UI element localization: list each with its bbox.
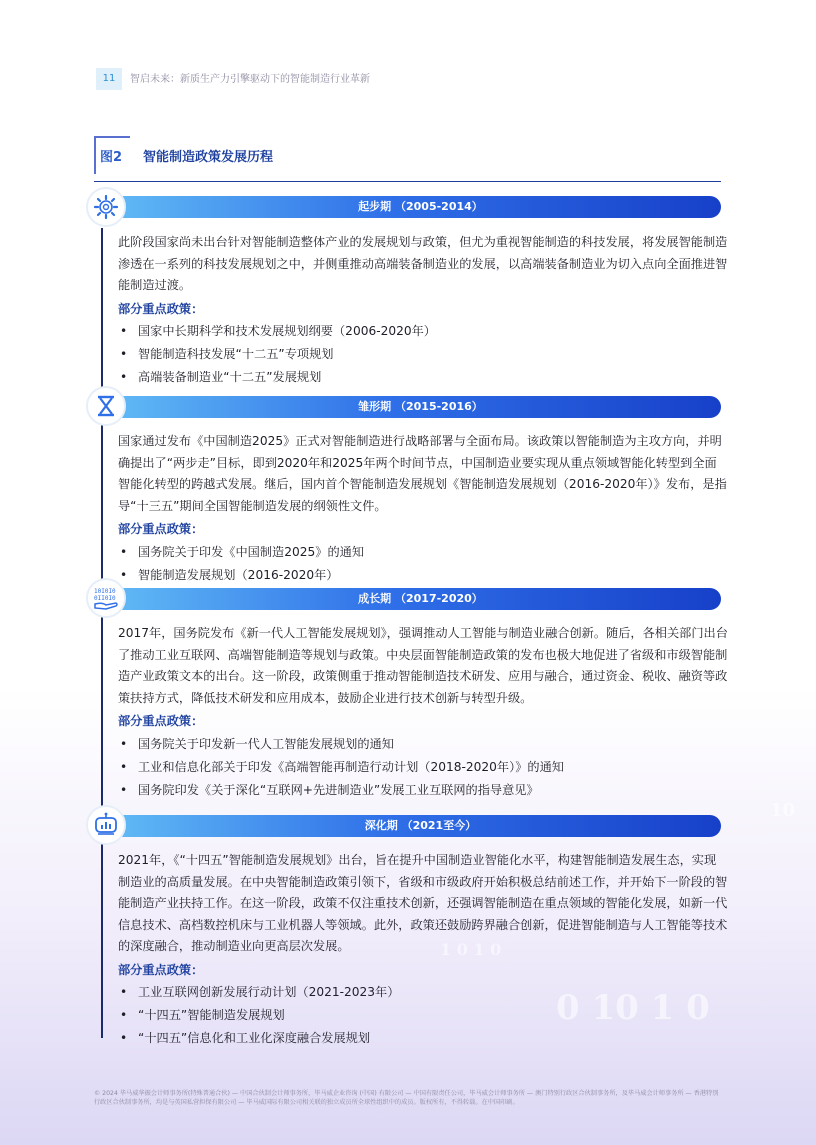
policy-item: • 国家中长期科学和技术发展规划纲要（2006-2020年） — [118, 320, 728, 343]
policy-heading: 部分重点政策： — [118, 714, 204, 728]
stage-section-growth — [118, 623, 728, 802]
stage-section-prototype — [118, 431, 728, 587]
policy-item: • 国务院关于印发新一代人工智能发展规划的通知 — [118, 733, 728, 756]
background-binary-digits: 0 10 1 0 — [556, 988, 710, 1028]
policy-item: • “十四五”信息化和工业化深度融合发展规划 — [118, 1027, 728, 1050]
background-binary-digits-small: 10 — [770, 800, 796, 821]
figure-label: 图2 — [100, 150, 123, 165]
policy-heading: 部分重点政策： — [118, 301, 204, 316]
stage-bar-startup: 起步期 （2005-2014） — [120, 196, 721, 218]
policy-item: • 智能制造科技发展“十二五”专项规划 — [118, 343, 728, 366]
stage-paragraph: 2017年，国务院发布《新一代人工智能发展规划》，强调推动人工智能与制造业融合创新。随后，各相关部门出台了推动工业互联网、高端智能制造等规划与政策。中央层面智能制造政策的发布也极大地促进了省级和市级智能制造产业政策文本的出台。这一阶段，政策侧重于推动智能制造技术研发、应用与融合，通过资金、税收、融资等政策扶持方式，降低技术研发和应用成本，鼓励企业进行技术创新与转型升级。 — [118, 626, 728, 705]
background-binary-digits-mid: 1 0 1 0 — [440, 940, 502, 959]
page-number: 11 — [96, 68, 122, 90]
svg-text:10I0I0: 10I0I0 — [94, 588, 116, 595]
gear-icon — [86, 187, 126, 227]
hourglass-icon — [86, 386, 126, 426]
policy-item: • “十四五”智能制造发展规划 — [118, 1004, 728, 1027]
binary-hand-icon — [86, 578, 126, 618]
policy-heading: 部分重点政策： — [118, 522, 204, 536]
svg-text:0II0I0: 0II0I0 — [94, 595, 116, 602]
robot-chart-icon — [86, 805, 126, 845]
stage-paragraph: 此阶段国家尚未出台针对智能制造整体产业的发展规划与政策，但尤为重视智能制造的科技发展，将发展智能制造渗透在一系列的科技发展规划之中，并侧重推动高端装备制造业的发展，以高端装备制造业为切入点向全面推进智能制造过渡。 — [118, 235, 728, 292]
timeline-line — [101, 228, 103, 1038]
policy-item: • 智能制造发展规划（2016-2020年） — [118, 564, 728, 587]
figure-title: 智能制造政策发展历程 — [143, 150, 274, 165]
stage-bar-deepening: 深化期 （2021至今） — [120, 815, 721, 837]
running-title: 智启未来：新质生产力引擎驱动下的智能制造行业革新 — [130, 74, 370, 85]
policy-item: • 国务院印发《关于深化“互联网+先进制造业”发展工业互联网的指导意见》 — [118, 779, 728, 802]
stage-section-deepening — [118, 850, 728, 1050]
stage-bar-growth: 成长期 （2017-2020） — [120, 588, 721, 610]
policy-heading: 部分重点政策： — [118, 962, 204, 977]
policy-list — [118, 320, 728, 389]
policy-list — [118, 733, 728, 802]
stage-section-startup — [118, 232, 728, 389]
policy-list — [118, 541, 728, 587]
policy-item: • 高端装备制造业“十二五”发展规划 — [118, 366, 728, 389]
copyright-footer: © 2024 毕马威华振会计师事务所(特殊普通合伙) — 中国合伙制会计师事务所，毕马威企业咨询 (中国) 有限公司 — 中国有限责任公司，毕马威会计师事务所 — 澳门特别行政区合伙制事务所，及毕马威会计师事务所 — 香港特别行政区合伙制事务所，均是与英国私营担保有限公司 — 毕马威国际有限公司相关联的独立成员所全球性组织中的成员。版权所有，不得转载。在中国印刷。 — [94, 1090, 719, 1106]
policy-list — [118, 981, 728, 1050]
stage-bar-prototype: 雏形期 （2015-2016） — [120, 396, 721, 418]
stage-paragraph: 国家通过发布《中国制造2025》正式对智能制造进行战略部署与全面布局。该政策以智能制造为主攻方向，并明确提出了“两步走”目标，即到2020年和2025年两个时间节点，中国制造业要实现从重点领域智能化转型到全面智能化转型的跨越式发展。继后，国内首个智能制造发展规划《智能制造发展规划（2016-2020年）》发布，是指导“十三五”期间全国智能制造发展的纲领性文件。 — [118, 434, 727, 513]
figure-title-rule — [94, 181, 721, 182]
policy-item: • 工业和信息化部关于印发《高端智能再制造行动计划（2018-2020年）》的通知 — [118, 756, 728, 779]
policy-item: • 国务院关于印发《中国制造2025》的通知 — [118, 541, 728, 564]
policy-item: • 工业互联网创新发展行动计划（2021-2023年） — [118, 981, 728, 1004]
stage-paragraph: 2021年，《“十四五”智能制造发展规划》出台，旨在提升中国制造业智能化水平，构建智能制造发展生态，实现制造业的高质量发展。在中央智能制造政策引领下，省级和市级政府开始积极总结前述工作，并开始下一阶段的智能制造产业扶持工作。在这一阶段，政策不仅注重技术创新，还强调智能制造在重点领域的智能化发展，如新一代信息技术、高档数控机床与工业机器人等领域。此外，政策还鼓励跨界融合创新，促进智能制造与人工智能等技术的深度融合，推动制造业向更高层次发展。 — [118, 853, 728, 953]
